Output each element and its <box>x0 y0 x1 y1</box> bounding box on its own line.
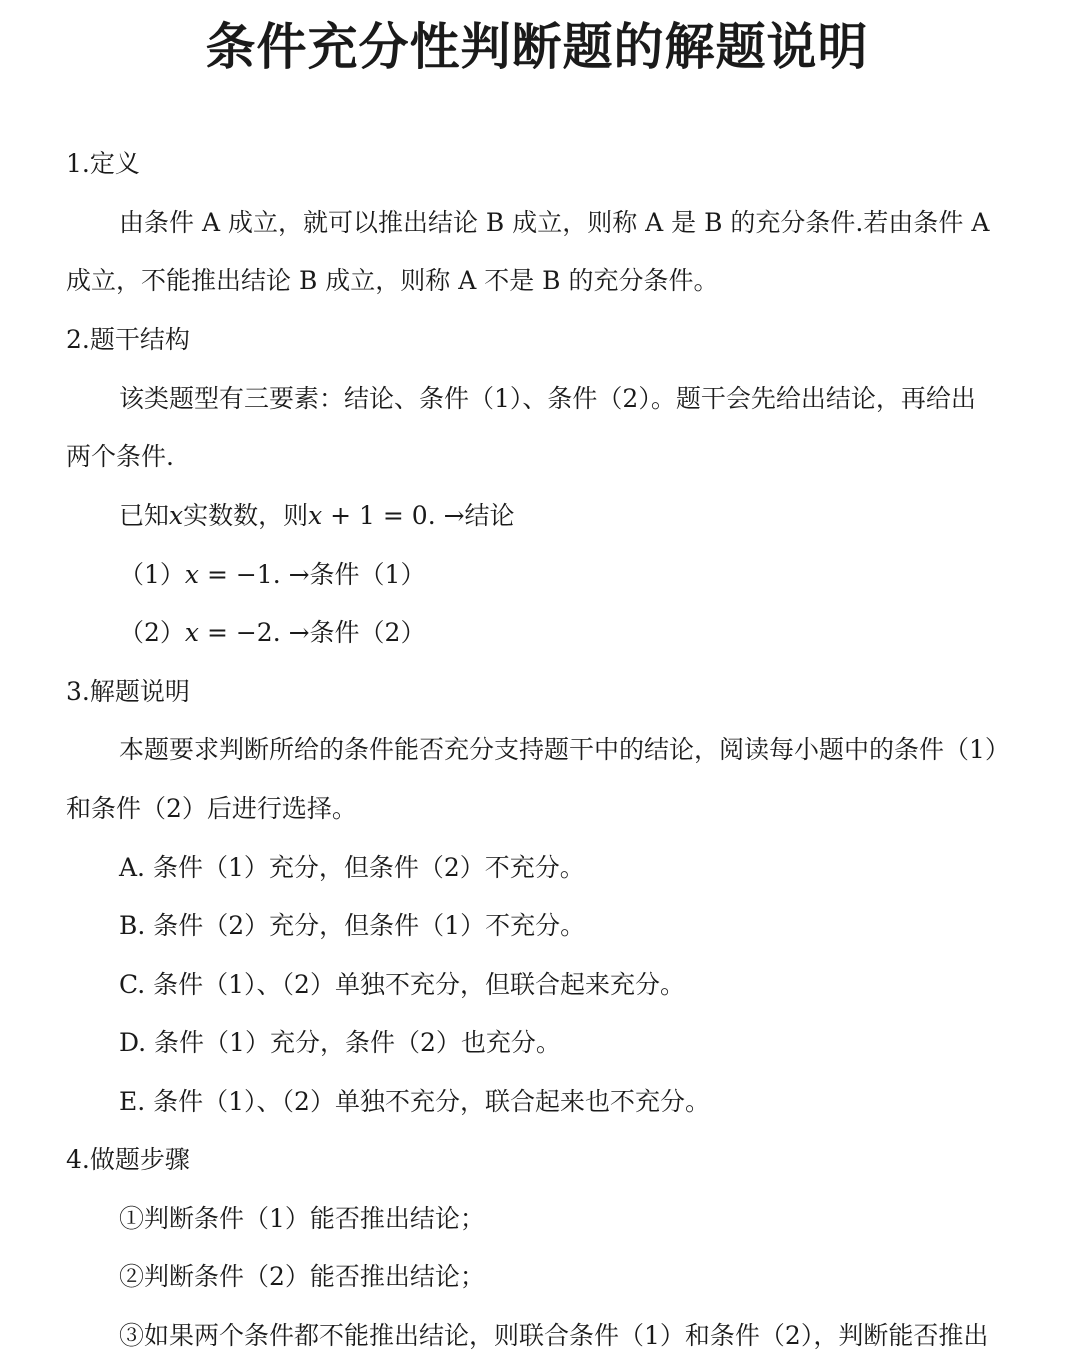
option-b: B. 条件（2）充分，但条件（1）不充分。 <box>119 911 586 940</box>
example-condition-2: （2）𝑥 = −2. →条件（2） <box>119 618 426 647</box>
example-condition-1: （1）𝑥 = −1. →条件（1） <box>119 560 426 589</box>
structure-paragraph-line-1: 该类题型有三要素：结论、条件（1）、条件（2）。题干会先给出结论，再给出 <box>119 384 976 413</box>
page-title: 条件充分性判断题的解题说明 <box>205 18 869 76</box>
explanation-paragraph-line-1: 本题要求判断所给的条件能否充分支持题干中的结论，阅读每小题中的条件（1） <box>119 735 1010 764</box>
option-d: D. 条件（1）充分，条件（2）也充分。 <box>119 1028 561 1057</box>
structure-paragraph-line-2: 两个条件. <box>66 442 174 471</box>
section-heading-explanation: 3.解题说明 <box>66 677 190 706</box>
definition-paragraph-line-1: 由条件 A 成立，就可以推出结论 B 成立，则称 A 是 B 的充分条件.若由条件 A <box>119 208 990 237</box>
option-a: A. 条件（1）充分，但条件（2）不充分。 <box>119 853 585 882</box>
section-heading-definition: 1.定义 <box>66 149 140 178</box>
option-e: E. 条件（1）、（2）单独不充分，联合起来也不充分。 <box>119 1087 710 1116</box>
example-conclusion: 已知𝑥实数数，则𝑥 + 1 = 0. →结论 <box>119 501 515 530</box>
section-heading-structure: 2.题干结构 <box>66 325 190 354</box>
definition-paragraph-line-2: 成立，不能推出结论 B 成立，则称 A 不是 B 的充分条件。 <box>66 266 719 295</box>
explanation-paragraph-line-2: 和条件（2）后进行选择。 <box>66 794 357 823</box>
option-c: C. 条件（1）、（2）单独不充分，但联合起来充分。 <box>119 970 685 999</box>
step-1: ①判断条件（1）能否推出结论； <box>119 1204 485 1233</box>
step-2: ②判断条件（2）能否推出结论； <box>119 1262 485 1291</box>
section-heading-steps: 4.做题步骤 <box>66 1145 190 1174</box>
step-3: ③如果两个条件都不能推出结论，则联合条件（1）和条件（2），判断能否推出 <box>119 1321 989 1350</box>
